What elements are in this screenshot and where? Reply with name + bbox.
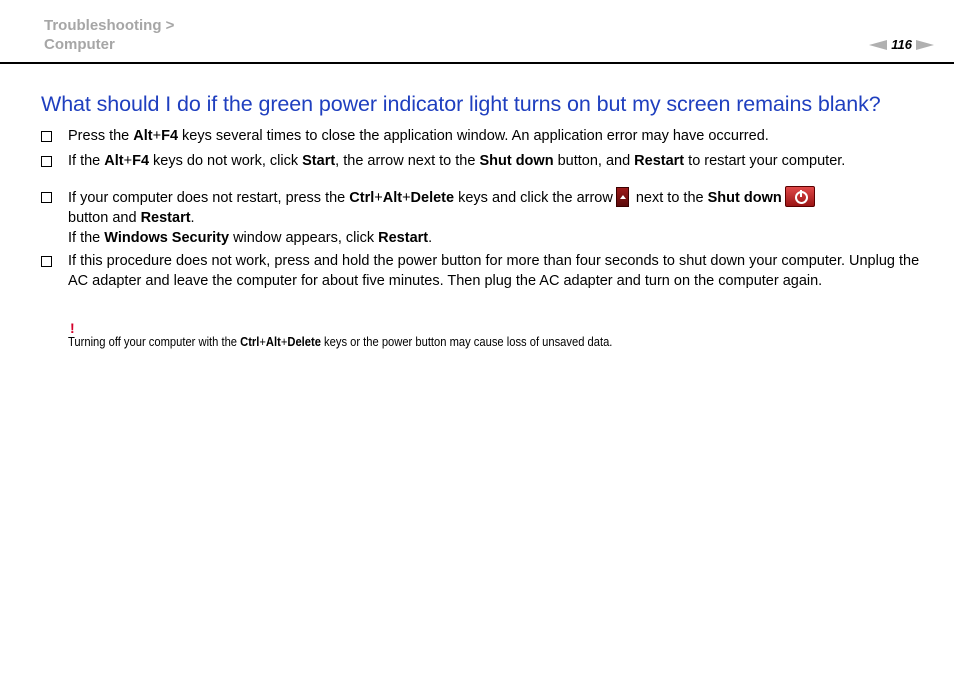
list-item-text: Press the Alt+F4 keys several times to close the application window. An application error may have occurred. [68,128,769,144]
bullet-box-icon [41,131,52,142]
list-item-text: If your computer does not restart, press the Ctrl+Alt+Delete keys and click the arrow next to the Shut down button and Restart. If the Windows Security window appears, click Restart. [68,186,931,248]
bullet-box-icon [41,156,52,167]
bullet-box-icon [41,256,52,267]
breadcrumb [44,16,174,54]
list-item-text: If the Alt+F4 keys do not work, click Start, the arrow next to the Shut down button, and Restart to restart your computer. [68,153,846,169]
page-navigation [869,37,934,52]
page-number: 116 [891,37,912,52]
section-heading: What should I do if the green power indicator light turns on but my screen remains blank? [41,92,881,116]
warning-note: Turning off your computer with the Ctrl+Alt+Delete keys or the power button may cause loss of unsaved data. [68,334,613,349]
list-item [41,251,921,291]
previous-page-arrow-icon[interactable] [869,40,887,50]
header-divider [0,62,954,64]
list-item-text: If this procedure does not work, press and hold the power button for more than four seconds to shut down your computer. Unplug the AC adapter and leave the computer for about five minutes. Then plug the AC adapter and turn on the computer again. [68,253,920,289]
shutdown-arrow-icon [616,187,629,207]
bullet-box-icon [41,192,52,203]
list-item [41,126,931,146]
warning-icon: ! [70,320,75,336]
breadcrumb-section[interactable]: Troubleshooting > [44,17,175,34]
breadcrumb-page[interactable]: Computer [44,36,115,53]
list-item [41,186,931,248]
power-button-icon [785,186,815,207]
list-item [41,151,931,171]
next-page-arrow-icon[interactable] [916,40,934,50]
